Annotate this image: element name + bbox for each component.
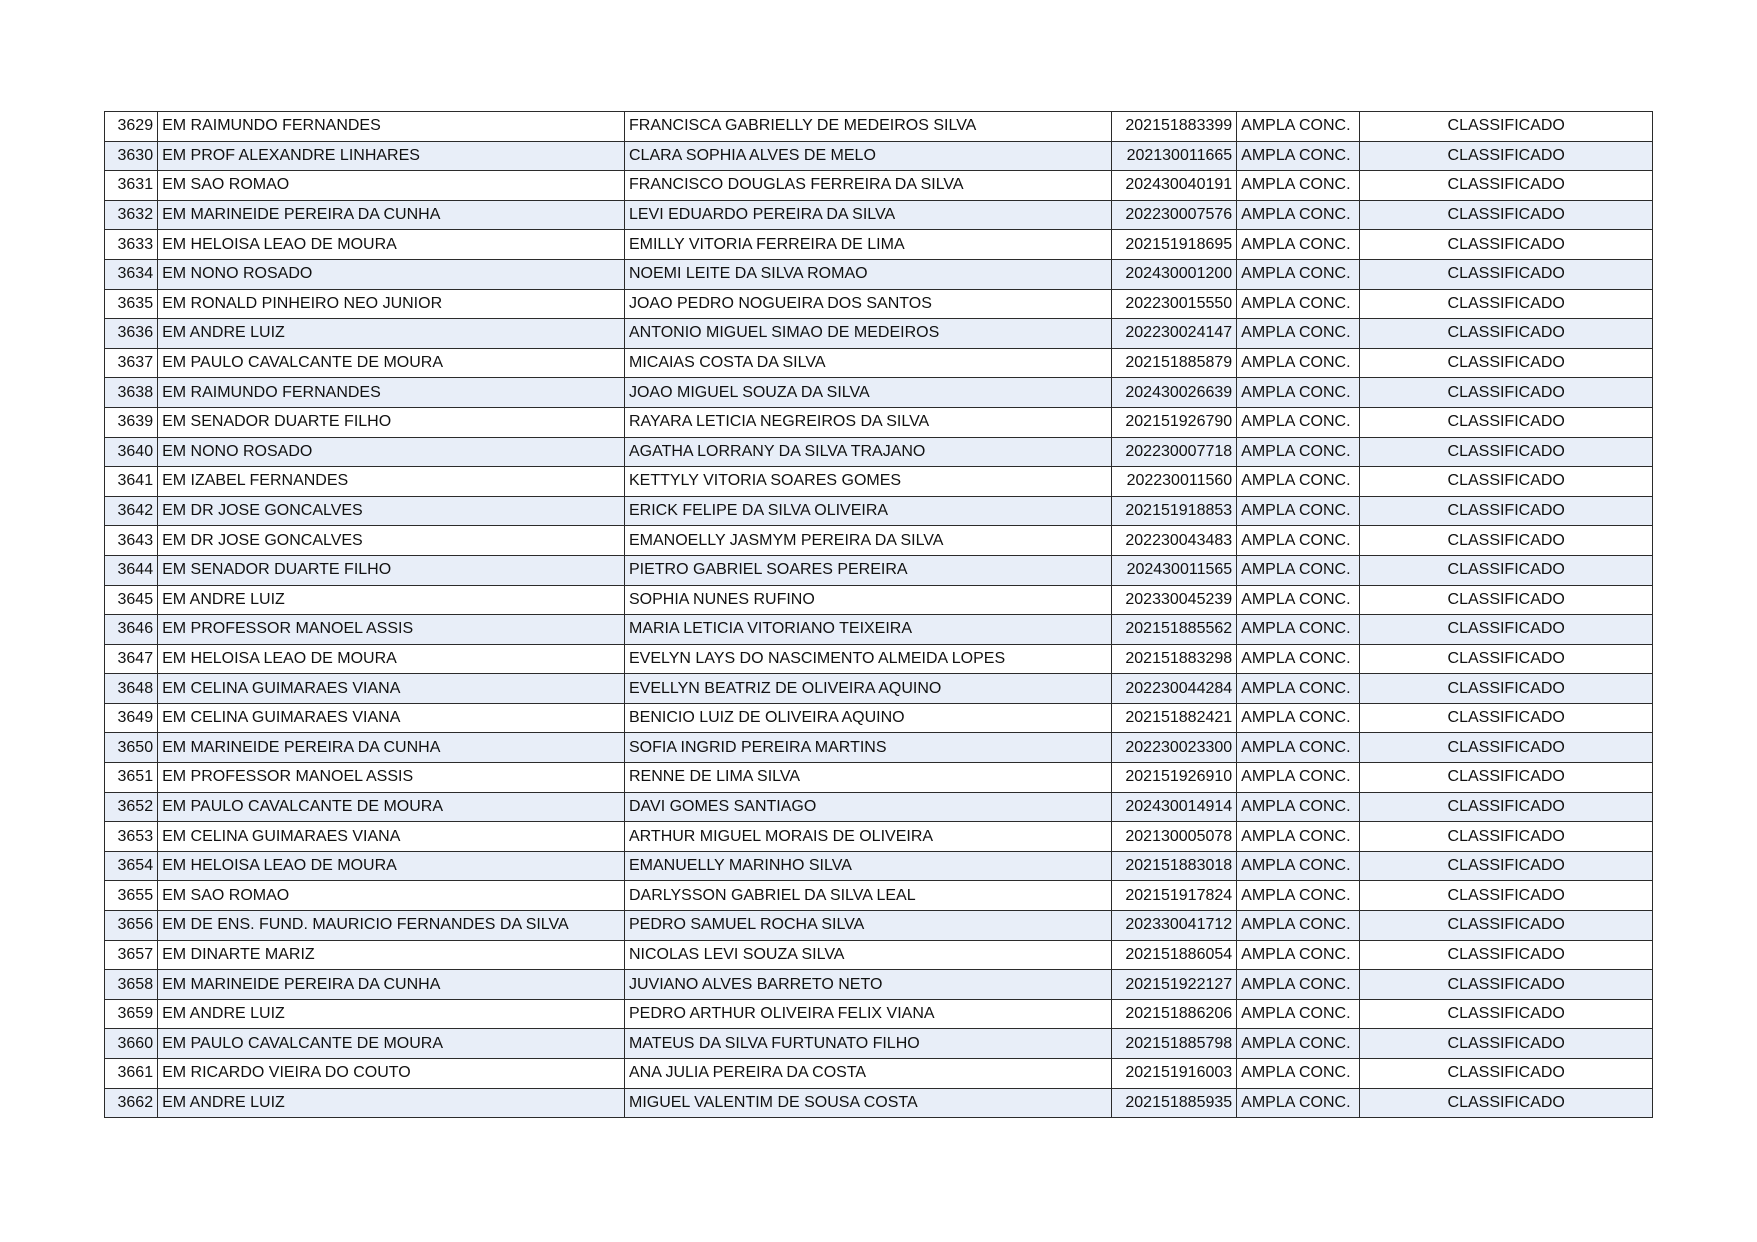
registration-number-cell: 202130011665 [1111,141,1236,171]
row-number-cell: 3630 [105,141,158,171]
table-row [105,348,1653,378]
row-number-cell: 3645 [105,585,158,615]
row-number-cell: 3634 [105,259,158,289]
row-number-cell: 3643 [105,526,158,556]
row-number-cell: 3631 [105,171,158,201]
table-row [105,526,1653,556]
school-name-cell: EM SENADOR DUARTE FILHO [158,407,625,437]
status-cell: CLASSIFICADO [1360,881,1653,911]
category-cell: AMPLA CONC. [1237,970,1360,1000]
row-number-cell: 3640 [105,437,158,467]
table-row [105,703,1653,733]
row-number-cell: 3633 [105,230,158,260]
registration-number-cell: 202430014914 [1111,792,1236,822]
school-name-cell: EM PROFESSOR MANOEL ASSIS [158,763,625,793]
category-cell: AMPLA CONC. [1237,644,1360,674]
status-cell: CLASSIFICADO [1360,703,1653,733]
registration-number-cell: 202230007576 [1111,200,1236,230]
row-number-cell: 3650 [105,733,158,763]
student-name-cell: EMANUELLY MARINHO SILVA [624,851,1111,881]
row-number-cell: 3651 [105,763,158,793]
registration-number-cell: 202151885879 [1111,348,1236,378]
student-name-cell: MATEUS DA SILVA FURTUNATO FILHO [624,1029,1111,1059]
status-cell: CLASSIFICADO [1360,911,1653,941]
row-number-cell: 3659 [105,999,158,1029]
student-name-cell: SOFIA INGRID PEREIRA MARTINS [624,733,1111,763]
student-name-cell: EMILLY VITORIA FERREIRA DE LIMA [624,230,1111,260]
category-cell: AMPLA CONC. [1237,999,1360,1029]
table-row [105,733,1653,763]
student-name-cell: MARIA LETICIA VITORIANO TEIXEIRA [624,615,1111,645]
registration-number-cell: 202151926790 [1111,407,1236,437]
category-cell: AMPLA CONC. [1237,911,1360,941]
table-row [105,555,1653,585]
status-cell: CLASSIFICADO [1360,378,1653,408]
row-number-cell: 3658 [105,970,158,1000]
student-name-cell: PIETRO GABRIEL SOARES PEREIRA [624,555,1111,585]
status-cell: CLASSIFICADO [1360,999,1653,1029]
status-cell: CLASSIFICADO [1360,792,1653,822]
student-name-cell: NICOLAS LEVI SOUZA SILVA [624,940,1111,970]
student-name-cell: BENICIO LUIZ DE OLIVEIRA AQUINO [624,703,1111,733]
school-name-cell: EM ANDRE LUIZ [158,319,625,349]
registration-number-cell: 202151922127 [1111,970,1236,1000]
student-name-cell: CLARA SOPHIA ALVES DE MELO [624,141,1111,171]
registration-number-cell: 202230011560 [1111,467,1236,497]
table-row [105,1029,1653,1059]
table-row [105,467,1653,497]
registration-number-cell: 202151918853 [1111,496,1236,526]
category-cell: AMPLA CONC. [1237,615,1360,645]
student-name-cell: JOAO PEDRO NOGUEIRA DOS SANTOS [624,289,1111,319]
student-name-cell: AGATHA LORRANY DA SILVA TRAJANO [624,437,1111,467]
registration-number-cell: 202430001200 [1111,259,1236,289]
school-name-cell: EM HELOISA LEAO DE MOURA [158,851,625,881]
category-cell: AMPLA CONC. [1237,348,1360,378]
table-row [105,496,1653,526]
category-cell: AMPLA CONC. [1237,407,1360,437]
table-row [105,230,1653,260]
table-row [105,171,1653,201]
row-number-cell: 3661 [105,1059,158,1089]
status-cell: CLASSIFICADO [1360,970,1653,1000]
school-name-cell: EM CELINA GUIMARAES VIANA [158,822,625,852]
school-name-cell: EM PAULO CAVALCANTE DE MOURA [158,1029,625,1059]
category-cell: AMPLA CONC. [1237,703,1360,733]
category-cell: AMPLA CONC. [1237,1059,1360,1089]
registration-number-cell: 202151916003 [1111,1059,1236,1089]
registration-number-cell: 202430011565 [1111,555,1236,585]
row-number-cell: 3641 [105,467,158,497]
row-number-cell: 3636 [105,319,158,349]
status-cell: CLASSIFICADO [1360,407,1653,437]
table-row [105,319,1653,349]
school-name-cell: EM SENADOR DUARTE FILHO [158,555,625,585]
status-cell: CLASSIFICADO [1360,763,1653,793]
category-cell: AMPLA CONC. [1237,585,1360,615]
student-name-cell: DAVI GOMES SANTIAGO [624,792,1111,822]
status-cell: CLASSIFICADO [1360,112,1653,142]
row-number-cell: 3655 [105,881,158,911]
status-cell: CLASSIFICADO [1360,348,1653,378]
school-name-cell: EM MARINEIDE PEREIRA DA CUNHA [158,970,625,1000]
category-cell: AMPLA CONC. [1237,289,1360,319]
registration-number-cell: 202151883018 [1111,851,1236,881]
category-cell: AMPLA CONC. [1237,733,1360,763]
school-name-cell: EM RONALD PINHEIRO NEO JUNIOR [158,289,625,319]
table-row [105,407,1653,437]
table-row [105,674,1653,704]
category-cell: AMPLA CONC. [1237,881,1360,911]
school-name-cell: EM CELINA GUIMARAES VIANA [158,703,625,733]
student-name-cell: FRANCISCA GABRIELLY DE MEDEIROS SILVA [624,112,1111,142]
school-name-cell: EM MARINEIDE PEREIRA DA CUNHA [158,200,625,230]
category-cell: AMPLA CONC. [1237,378,1360,408]
status-cell: CLASSIFICADO [1360,319,1653,349]
registration-number-cell: 202230024147 [1111,319,1236,349]
registration-number-cell: 202151885935 [1111,1088,1236,1118]
category-cell: AMPLA CONC. [1237,437,1360,467]
row-number-cell: 3639 [105,407,158,437]
student-name-cell: RAYARA LETICIA NEGREIROS DA SILVA [624,407,1111,437]
category-cell: AMPLA CONC. [1237,792,1360,822]
student-name-cell: FRANCISCO DOUGLAS FERREIRA DA SILVA [624,171,1111,201]
registration-number-cell: 202151882421 [1111,703,1236,733]
school-name-cell: EM RAIMUNDO FERNANDES [158,112,625,142]
status-cell: CLASSIFICADO [1360,1088,1653,1118]
category-cell: AMPLA CONC. [1237,259,1360,289]
student-name-cell: ARTHUR MIGUEL MORAIS DE OLIVEIRA [624,822,1111,852]
registration-number-cell: 202151926910 [1111,763,1236,793]
student-name-cell: MIGUEL VALENTIM DE SOUSA COSTA [624,1088,1111,1118]
student-name-cell: DARLYSSON GABRIEL DA SILVA LEAL [624,881,1111,911]
status-cell: CLASSIFICADO [1360,585,1653,615]
status-cell: CLASSIFICADO [1360,822,1653,852]
student-name-cell: ERICK FELIPE DA SILVA OLIVEIRA [624,496,1111,526]
school-name-cell: EM DE ENS. FUND. MAURICIO FERNANDES DA SILVA [158,911,625,941]
registration-number-cell: 202230007718 [1111,437,1236,467]
student-name-cell: EMANOELLY JASMYM PEREIRA DA SILVA [624,526,1111,556]
school-name-cell: EM PAULO CAVALCANTE DE MOURA [158,348,625,378]
registration-number-cell: 202151883399 [1111,112,1236,142]
category-cell: AMPLA CONC. [1237,822,1360,852]
table-row [105,585,1653,615]
registration-number-cell: 202430040191 [1111,171,1236,201]
status-cell: CLASSIFICADO [1360,644,1653,674]
category-cell: AMPLA CONC. [1237,526,1360,556]
student-name-cell: RENNE DE LIMA SILVA [624,763,1111,793]
row-number-cell: 3654 [105,851,158,881]
table-row [105,259,1653,289]
student-name-cell: PEDRO SAMUEL ROCHA SILVA [624,911,1111,941]
registration-number-cell: 202151886054 [1111,940,1236,970]
student-name-cell: JUVIANO ALVES BARRETO NETO [624,970,1111,1000]
status-cell: CLASSIFICADO [1360,259,1653,289]
registration-number-cell: 202330041712 [1111,911,1236,941]
registration-number-cell: 202230043483 [1111,526,1236,556]
category-cell: AMPLA CONC. [1237,851,1360,881]
student-name-cell: LEVI EDUARDO PEREIRA DA SILVA [624,200,1111,230]
registration-number-cell: 202230015550 [1111,289,1236,319]
table-row [105,792,1653,822]
status-cell: CLASSIFICADO [1360,437,1653,467]
school-name-cell: EM PAULO CAVALCANTE DE MOURA [158,792,625,822]
table-row [105,141,1653,171]
student-name-cell: ANA JULIA PEREIRA DA COSTA [624,1059,1111,1089]
row-number-cell: 3647 [105,644,158,674]
registration-number-cell: 202430026639 [1111,378,1236,408]
row-number-cell: 3656 [105,911,158,941]
school-name-cell: EM NONO ROSADO [158,259,625,289]
registration-number-cell: 202151917824 [1111,881,1236,911]
status-cell: CLASSIFICADO [1360,1059,1653,1089]
status-cell: CLASSIFICADO [1360,555,1653,585]
status-cell: CLASSIFICADO [1360,171,1653,201]
registration-number-cell: 202151885562 [1111,615,1236,645]
registration-number-cell: 202330045239 [1111,585,1236,615]
student-name-cell: PEDRO ARTHUR OLIVEIRA FELIX VIANA [624,999,1111,1029]
school-name-cell: EM IZABEL FERNANDES [158,467,625,497]
school-name-cell: EM RAIMUNDO FERNANDES [158,378,625,408]
category-cell: AMPLA CONC. [1237,230,1360,260]
status-cell: CLASSIFICADO [1360,851,1653,881]
school-name-cell: EM DINARTE MARIZ [158,940,625,970]
category-cell: AMPLA CONC. [1237,467,1360,497]
row-number-cell: 3632 [105,200,158,230]
row-number-cell: 3644 [105,555,158,585]
row-number-cell: 3629 [105,112,158,142]
row-number-cell: 3662 [105,1088,158,1118]
status-cell: CLASSIFICADO [1360,200,1653,230]
category-cell: AMPLA CONC. [1237,555,1360,585]
table-row [105,289,1653,319]
category-cell: AMPLA CONC. [1237,496,1360,526]
registration-number-cell: 202151918695 [1111,230,1236,260]
category-cell: AMPLA CONC. [1237,1088,1360,1118]
category-cell: AMPLA CONC. [1237,1029,1360,1059]
results-table-body [105,112,1653,1118]
row-number-cell: 3657 [105,940,158,970]
table-row [105,970,1653,1000]
status-cell: CLASSIFICADO [1360,733,1653,763]
table-row [105,999,1653,1029]
status-cell: CLASSIFICADO [1360,467,1653,497]
student-name-cell: KETTYLY VITORIA SOARES GOMES [624,467,1111,497]
table-row [105,615,1653,645]
table-row [105,911,1653,941]
registration-number-cell: 202151883298 [1111,644,1236,674]
student-name-cell: NOEMI LEITE DA SILVA ROMAO [624,259,1111,289]
status-cell: CLASSIFICADO [1360,526,1653,556]
school-name-cell: EM PROFESSOR MANOEL ASSIS [158,615,625,645]
row-number-cell: 3638 [105,378,158,408]
category-cell: AMPLA CONC. [1237,674,1360,704]
table-row [105,200,1653,230]
row-number-cell: 3660 [105,1029,158,1059]
school-name-cell: EM ANDRE LUIZ [158,999,625,1029]
school-name-cell: EM DR JOSE GONCALVES [158,496,625,526]
category-cell: AMPLA CONC. [1237,141,1360,171]
status-cell: CLASSIFICADO [1360,674,1653,704]
school-name-cell: EM RICARDO VIEIRA DO COUTO [158,1059,625,1089]
school-name-cell: EM ANDRE LUIZ [158,1088,625,1118]
table-row [105,1088,1653,1118]
table-row [105,378,1653,408]
student-name-cell: ANTONIO MIGUEL SIMAO DE MEDEIROS [624,319,1111,349]
row-number-cell: 3652 [105,792,158,822]
category-cell: AMPLA CONC. [1237,940,1360,970]
registration-number-cell: 202230023300 [1111,733,1236,763]
school-name-cell: EM NONO ROSADO [158,437,625,467]
category-cell: AMPLA CONC. [1237,112,1360,142]
status-cell: CLASSIFICADO [1360,230,1653,260]
row-number-cell: 3635 [105,289,158,319]
table-row [105,644,1653,674]
student-name-cell: EVELLYN BEATRIZ DE OLIVEIRA AQUINO [624,674,1111,704]
row-number-cell: 3642 [105,496,158,526]
school-name-cell: EM MARINEIDE PEREIRA DA CUNHA [158,733,625,763]
status-cell: CLASSIFICADO [1360,496,1653,526]
school-name-cell: EM HELOISA LEAO DE MOURA [158,644,625,674]
category-cell: AMPLA CONC. [1237,763,1360,793]
table-row [105,940,1653,970]
school-name-cell: EM SAO ROMAO [158,881,625,911]
row-number-cell: 3653 [105,822,158,852]
status-cell: CLASSIFICADO [1360,615,1653,645]
school-name-cell: EM DR JOSE GONCALVES [158,526,625,556]
school-name-cell: EM SAO ROMAO [158,171,625,201]
student-name-cell: SOPHIA NUNES RUFINO [624,585,1111,615]
registration-number-cell: 202151886206 [1111,999,1236,1029]
category-cell: AMPLA CONC. [1237,319,1360,349]
row-number-cell: 3646 [105,615,158,645]
registration-number-cell: 202130005078 [1111,822,1236,852]
table-row [105,112,1653,142]
school-name-cell: EM HELOISA LEAO DE MOURA [158,230,625,260]
table-row [105,437,1653,467]
table-row [105,822,1653,852]
status-cell: CLASSIFICADO [1360,1029,1653,1059]
school-name-cell: EM PROF ALEXANDRE LINHARES [158,141,625,171]
status-cell: CLASSIFICADO [1360,940,1653,970]
school-name-cell: EM ANDRE LUIZ [158,585,625,615]
row-number-cell: 3649 [105,703,158,733]
status-cell: CLASSIFICADO [1360,289,1653,319]
table-row [105,851,1653,881]
registration-number-cell: 202230044284 [1111,674,1236,704]
student-name-cell: EVELYN LAYS DO NASCIMENTO ALMEIDA LOPES [624,644,1111,674]
category-cell: AMPLA CONC. [1237,171,1360,201]
row-number-cell: 3637 [105,348,158,378]
table-row [105,1059,1653,1089]
row-number-cell: 3648 [105,674,158,704]
table-row [105,763,1653,793]
table-row [105,881,1653,911]
registration-number-cell: 202151885798 [1111,1029,1236,1059]
results-table [104,111,1653,1118]
student-name-cell: MICAIAS COSTA DA SILVA [624,348,1111,378]
category-cell: AMPLA CONC. [1237,200,1360,230]
school-name-cell: EM CELINA GUIMARAES VIANA [158,674,625,704]
student-name-cell: JOAO MIGUEL SOUZA DA SILVA [624,378,1111,408]
status-cell: CLASSIFICADO [1360,141,1653,171]
